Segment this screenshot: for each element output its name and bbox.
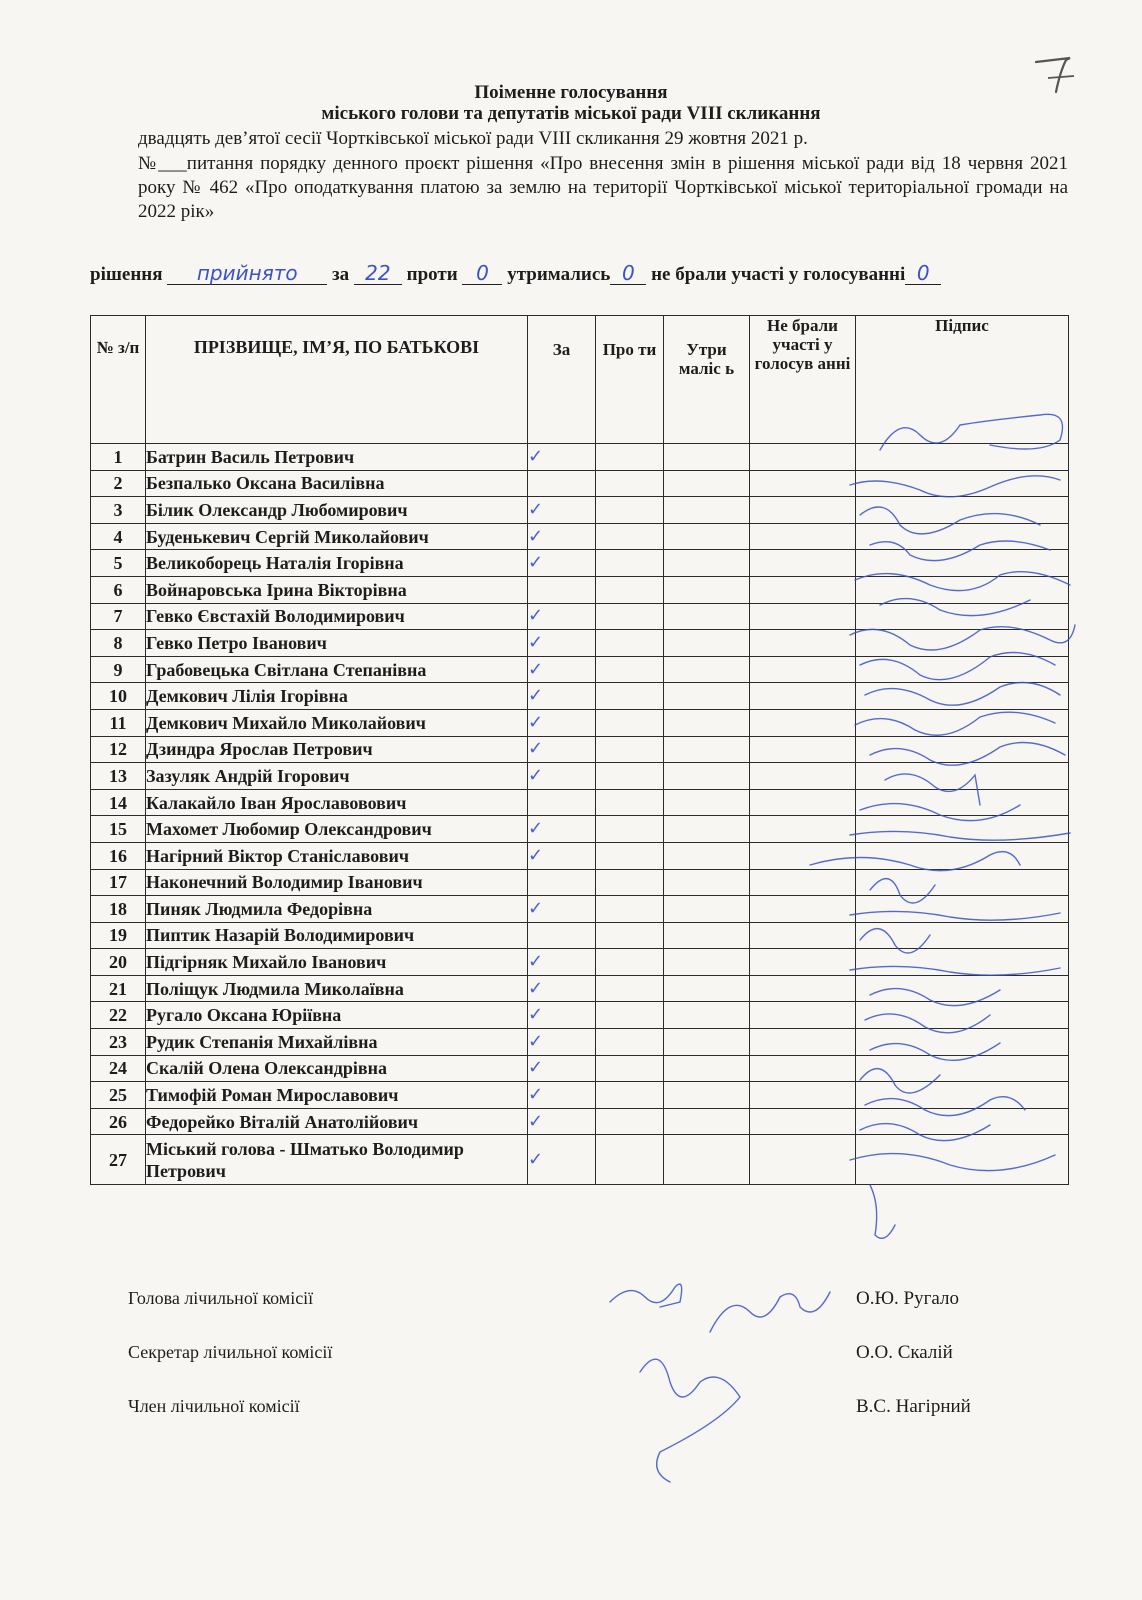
row-vote-abstained [664,949,750,976]
row-vote-abstained [664,1082,750,1109]
row-vote-against [596,603,664,630]
header-for: За [528,316,596,444]
signature-8 [860,653,1055,680]
row-vote-abstained [664,975,750,1002]
member-role: Член лічильної комісії [128,1396,300,1416]
counting-commission [128,1288,1028,1450]
row-vote-against [596,550,664,577]
row-number: 25 [91,1082,146,1109]
secretary-role: Секретар лічильної комісії [128,1342,333,1362]
row-name: Білик Олександр Любомирович [146,497,528,524]
row-number: 12 [91,736,146,763]
row-vote-abstained [664,497,750,524]
for-label: за [332,264,350,285]
row-vote-against [596,869,664,896]
row-name: Войнаровська Ірина Вікторівна [146,576,528,603]
row-vote-for: ✓ [528,630,596,657]
chair-role: Голова лічильної комісії [128,1288,314,1308]
row-number: 24 [91,1055,146,1082]
row-name: Підгірняк Михайло Іванович [146,949,528,976]
row-name: Міський голова - Шматько Володимир Петрович [146,1135,528,1185]
row-vote-against [596,922,664,949]
row-number: 15 [91,816,146,843]
for-count: 22 [354,262,402,285]
header-num: № з/п [91,316,146,444]
row-name: Пиптик Назарій Володимирович [146,922,528,949]
row-number: 6 [91,576,146,603]
signature-14 [850,831,1070,840]
signatures-column [840,395,1090,1245]
row-vote-against [596,736,664,763]
row-vote-for: ✓ [528,1135,596,1185]
row-name: Грабовецька Світлана Степанівна [146,656,528,683]
chair-signature [610,1284,682,1307]
document-title: Поіменне голосування [474,82,668,103]
document-header [0,82,1142,124]
row-vote-abstained [664,603,750,630]
commission-signatures [600,1252,860,1492]
row-vote-for: ✓ [528,1055,596,1082]
row-name: Батрин Василь Петрович [146,444,528,471]
row-vote-against [596,763,664,790]
secretary-signature [710,1292,830,1332]
row-name: Демкович Михайло Миколайович [146,709,528,736]
row-number: 9 [91,656,146,683]
row-vote-abstained [664,683,750,710]
row-vote-against [596,656,664,683]
row-vote-for: ✓ [528,816,596,843]
row-name: Тимофій Роман Мирославович [146,1082,528,1109]
abstained-label: утримались [507,264,611,285]
header-signature: Підпис [856,316,1069,444]
signature-10 [855,712,1055,735]
row-vote-against [596,709,664,736]
row-vote-for: ✓ [528,683,596,710]
row-number: 2 [91,470,146,497]
row-vote-for: ✓ [528,896,596,923]
chair-name: О.Ю. Ругало [856,1288,959,1309]
row-vote-against [596,683,664,710]
row-name: Зазуляк Андрій Ігорович [146,763,528,790]
signature-9 [865,683,1060,706]
row-name: Великоборець Наталія Ігорівна [146,550,528,577]
row-vote-abstained [664,816,750,843]
against-count: 0 [462,262,502,285]
member-name: В.С. Нагірний [856,1396,971,1417]
row-vote-abstained [664,1108,750,1135]
row-vote-abstained [664,1029,750,1056]
row-vote-against [596,1055,664,1082]
row-vote-abstained [664,523,750,550]
row-name: Демкович Лілія Ігорівна [146,683,528,710]
signature-3 [860,507,1040,534]
document-subtitle: міського голови та депутатів міської ради VIII скликання [321,103,821,124]
signature-19 [850,966,1060,975]
row-vote-for: ✓ [528,842,596,869]
row-number: 7 [91,603,146,630]
row-vote-against [596,523,664,550]
member-signature [640,1359,740,1482]
decision-summary [90,262,1090,286]
row-name: Ругало Оксана Юріївна [146,1002,528,1029]
signature-17 [850,911,1060,920]
row-vote-for [528,470,596,497]
row-name: Рудик Степанія Михайлівна [146,1029,528,1056]
signature-18 [860,929,930,953]
row-number: 27 [91,1135,146,1185]
row-vote-abstained [664,1002,750,1029]
signature-23 [860,1069,940,1093]
row-vote-against [596,576,664,603]
row-vote-for: ✓ [528,497,596,524]
row-number: 26 [91,1108,146,1135]
row-vote-abstained [664,444,750,471]
signature-26 [850,1154,1055,1171]
row-vote-for: ✓ [528,523,596,550]
row-vote-against [596,789,664,816]
against-label: проти [406,264,458,285]
row-vote-abstained [664,550,750,577]
signature-22 [870,1043,1000,1060]
row-vote-abstained [664,470,750,497]
row-number: 4 [91,523,146,550]
row-vote-abstained [664,1055,750,1082]
secretary-name: О.О. Скалій [856,1342,953,1363]
row-number: 10 [91,683,146,710]
row-vote-against [596,975,664,1002]
signature-1 [880,414,1063,450]
row-name: Наконечний Володимир Іванович [146,869,528,896]
row-vote-for [528,869,596,896]
signature-5 [855,572,1070,591]
signature-12 [885,774,980,805]
row-name: Пиняк Людмила Федорівна [146,896,528,923]
signature-24 [865,1097,1025,1116]
row-number: 14 [91,789,146,816]
session-line: двадцять дев’ятої сесії Чортківської міської ради VIII скликання 29 жовтня 2021 р. [138,128,808,149]
commission-secretary-row [128,1342,1028,1396]
row-number: 19 [91,922,146,949]
row-name: Поліщук Людмила Миколаївна [146,975,528,1002]
row-vote-for: ✓ [528,975,596,1002]
row-number: 3 [91,497,146,524]
row-number: 20 [91,949,146,976]
row-vote-against [596,630,664,657]
row-name: Безпалько Оксана Василівна [146,470,528,497]
decision-value: прийнято [167,262,327,285]
row-vote-for: ✓ [528,444,596,471]
signature-15 [810,852,1020,871]
row-vote-for: ✓ [528,1082,596,1109]
row-vote-abstained [664,630,750,657]
abstained-count: 0 [610,262,646,285]
row-name: Гевко Євстахій Володимирович [146,603,528,630]
signature-11 [870,743,1065,766]
row-vote-for: ✓ [528,550,596,577]
signature-7 [850,625,1075,650]
header-not-voted: Не брали участі у голосув анні [750,316,856,444]
signature-13 [860,804,1020,821]
row-number: 23 [91,1029,146,1056]
row-vote-abstained [664,709,750,736]
row-vote-for [528,576,596,603]
row-vote-for [528,789,596,816]
row-vote-abstained [664,1135,750,1185]
row-vote-abstained [664,922,750,949]
row-vote-against [596,1029,664,1056]
row-vote-abstained [664,789,750,816]
row-vote-abstained [664,763,750,790]
row-vote-against [596,470,664,497]
row-name: Нагірний Віктор Станіславович [146,842,528,869]
row-number: 1 [91,444,146,471]
header-against: Про ти [596,316,664,444]
row-vote-against [596,1135,664,1185]
row-vote-abstained [664,656,750,683]
row-vote-against [596,497,664,524]
row-name: Калакайло Іван Ярославовович [146,789,528,816]
row-number: 22 [91,1002,146,1029]
row-number: 5 [91,550,146,577]
row-vote-for: ✓ [528,1002,596,1029]
row-vote-for: ✓ [528,736,596,763]
signature-16 [870,879,935,903]
row-vote-against [596,842,664,869]
row-number: 8 [91,630,146,657]
row-number: 21 [91,975,146,1002]
row-number: 17 [91,869,146,896]
row-vote-against [596,444,664,471]
signature-4 [870,541,1050,561]
row-vote-abstained [664,869,750,896]
row-name: Скалій Олена Олександрівна [146,1055,528,1082]
row-vote-for: ✓ [528,709,596,736]
row-vote-against [596,816,664,843]
row-vote-abstained [664,736,750,763]
row-vote-for: ✓ [528,603,596,630]
agenda-question: №___питання порядку денного проєкт рішення «Про внесення змін в рішення міської ради від 18 червня 2021 року № 462 «Про оподаткування платою за землю на території Чортківської міської територіальної громади на 2022 рік» [138,153,1068,222]
not-voted-count: 0 [905,262,941,285]
row-name: Федорейко Віталій Анатолійович [146,1108,528,1135]
row-number: 13 [91,763,146,790]
signature-2 [850,476,1060,497]
row-number: 11 [91,709,146,736]
row-vote-for: ✓ [528,763,596,790]
row-vote-abstained [664,896,750,923]
row-number: 18 [91,896,146,923]
row-vote-against [596,1082,664,1109]
row-name: Махомет Любомир Олександрович [146,816,528,843]
signature-6 [880,599,1030,616]
decision-label: рішення [90,264,163,285]
not-voted-label: не брали участі у голосуванні [651,264,906,285]
signature-21 [865,1014,990,1033]
row-vote-against [596,1002,664,1029]
row-vote-for: ✓ [528,656,596,683]
signature-20 [870,989,1000,1006]
row-vote-for [528,922,596,949]
commission-chair-row [128,1288,1028,1342]
header-name: ПРІЗВИЩЕ, ІМ’Я, ПО БАТЬКОВІ [146,316,528,444]
row-number: 16 [91,842,146,869]
row-vote-against [596,1108,664,1135]
row-vote-for: ✓ [528,1108,596,1135]
row-vote-abstained [664,576,750,603]
signature-25 [860,1124,990,1141]
row-vote-abstained [664,842,750,869]
commission-member-row [128,1396,1028,1450]
row-vote-against [596,896,664,923]
row-name: Дзиндра Ярослав Петрович [146,736,528,763]
header-abstained: Утри маліс ь [664,316,750,444]
signature-27 [870,1185,895,1238]
row-vote-against [596,949,664,976]
row-vote-for: ✓ [528,949,596,976]
row-vote-for: ✓ [528,1029,596,1056]
row-name: Гевко Петро Іванович [146,630,528,657]
row-name: Буденькевич Сергій Миколайович [146,523,528,550]
